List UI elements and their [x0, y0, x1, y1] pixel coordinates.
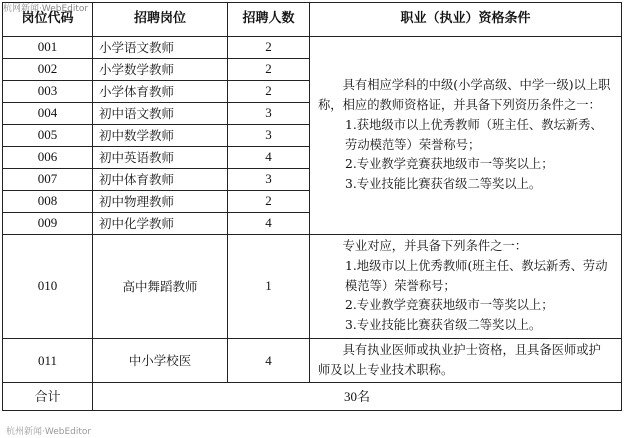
- req1-item2: 2.专业教学竞赛获地级市一等奖以上；: [345, 157, 554, 172]
- requirement-cell-group1: [310, 37, 622, 235]
- row-code: 003: [3, 81, 93, 103]
- req2-item1: 1.地级市以上优秀教师(班主任、教坛新秀、劳动模范等）荣誉称号；: [345, 258, 608, 293]
- row-count: 4: [228, 339, 310, 383]
- row-count: 2: [228, 81, 310, 103]
- table-row: [3, 235, 622, 339]
- row-count: 2: [228, 191, 310, 213]
- row-position: 初中物理教师: [93, 191, 228, 213]
- req1-item1: 1.获地级市以上优秀教师（班主任、教坛新秀、劳动模范等）荣誉称号；: [345, 117, 603, 152]
- watermark-top: 杭网新闻·WebEditor: [3, 4, 89, 14]
- table-row: [3, 339, 622, 383]
- row-count: 4: [228, 147, 310, 169]
- row-position: 中小学校医: [93, 339, 228, 383]
- row-count: 2: [228, 59, 310, 81]
- row-position: 小学语文教师: [93, 37, 228, 59]
- row-position: 初中数学教师: [93, 125, 228, 147]
- row-position: 初中语文教师: [93, 103, 228, 125]
- table-row: [3, 37, 622, 59]
- req1-item3: 3.专业技能比赛获省级二等奖以上。: [345, 176, 542, 191]
- row-count: 1: [228, 235, 310, 339]
- total-value: 30名: [93, 383, 622, 411]
- row-position: 高中舞蹈教师: [93, 235, 228, 339]
- requirement-cell-group2: [310, 235, 622, 339]
- total-row: [3, 383, 622, 411]
- table-header-row: [3, 3, 622, 37]
- row-code: 004: [3, 103, 93, 125]
- row-code: 009: [3, 213, 93, 235]
- total-label: 合计: [3, 383, 93, 411]
- req2-item3: 3.专业技能比赛获省级二等奖以上。: [345, 318, 542, 332]
- watermark-bottom: 杭州新闻·WebEditor: [6, 427, 92, 437]
- row-count: 3: [228, 103, 310, 125]
- recruitment-table: [2, 2, 622, 411]
- row-code: 001: [3, 37, 93, 59]
- row-count: 3: [228, 169, 310, 191]
- row-code: 010: [3, 235, 93, 339]
- row-code: 008: [3, 191, 93, 213]
- header-requirement: 职业（执业）资格条件: [310, 3, 622, 37]
- recruitment-table-wrapper: [2, 2, 622, 411]
- header-position: 招聘岗位: [93, 3, 228, 37]
- req2-item2: 2.专业教学竞赛获地级市一等奖以上；: [345, 298, 554, 313]
- row-count: 3: [228, 125, 310, 147]
- row-code: 011: [3, 339, 93, 383]
- row-count: 2: [228, 37, 310, 59]
- row-code: 006: [3, 147, 93, 169]
- row-position: 初中体育教师: [93, 169, 228, 191]
- row-position: 小学数学教师: [93, 59, 228, 81]
- row-code: 005: [3, 125, 93, 147]
- row-code: 007: [3, 169, 93, 191]
- req1-intro: 具有相应学科的中级(小学高级、中学一级)以上职称，相应的教师资格证，并具备下列资历条件之一：: [318, 78, 611, 113]
- header-count: 招聘人数: [228, 3, 310, 37]
- header-code: 岗位代码: [3, 3, 93, 37]
- req3-text: 具有执业医师或执业护士资格，且具备医师或护师及以上专业技术职称。: [318, 343, 601, 377]
- requirement-cell-group3: [310, 339, 622, 383]
- row-count: 4: [228, 213, 310, 235]
- row-code: 002: [3, 59, 93, 81]
- row-position: 初中英语教师: [93, 147, 228, 169]
- row-position: 初中化学教师: [93, 213, 228, 235]
- req2-intro: 专业对应，并具备下列条件之一：: [342, 239, 528, 254]
- row-position: 小学体育教师: [93, 81, 228, 103]
